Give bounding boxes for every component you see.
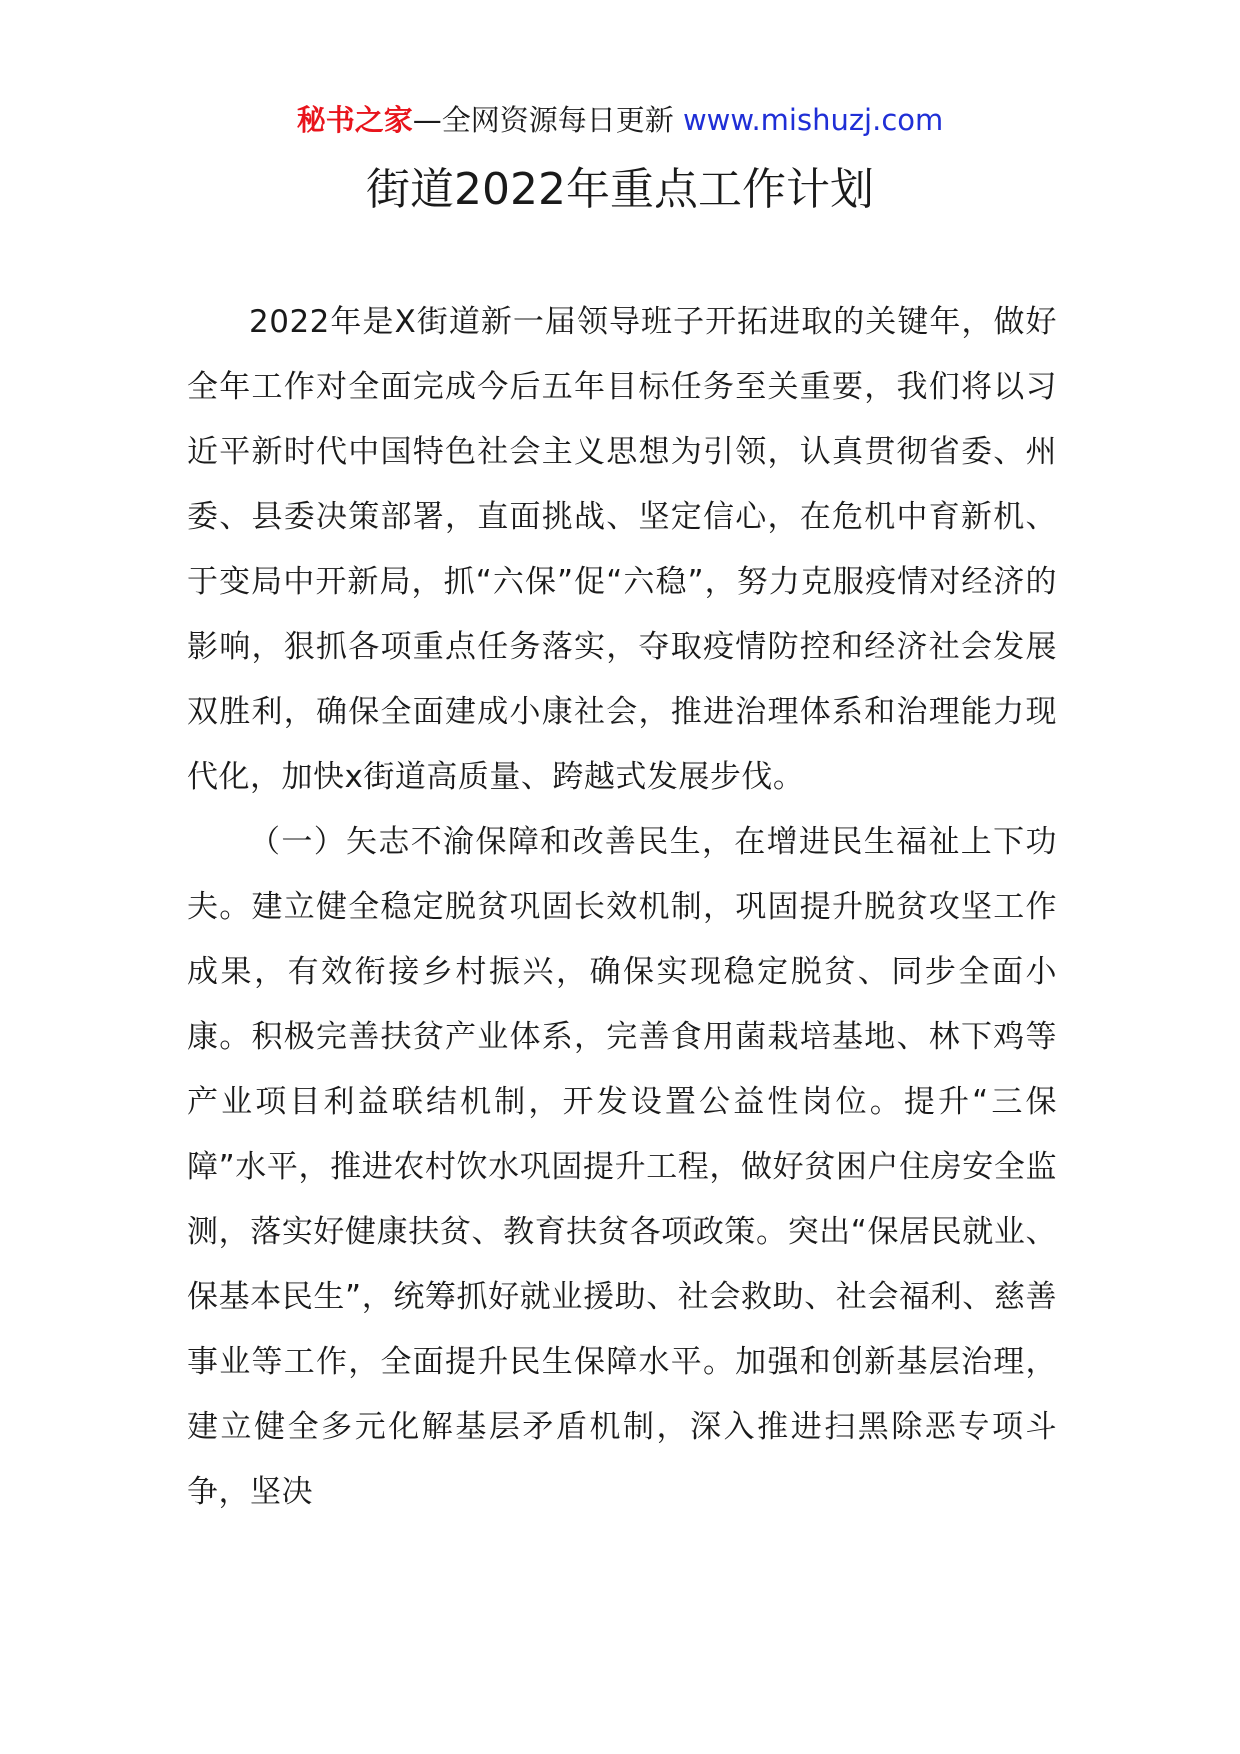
site-header xyxy=(0,100,1240,140)
document-title: 街道2022年重点工作计划 xyxy=(366,164,874,215)
document-body xyxy=(187,290,1057,1525)
paragraph-section-1: （一）矢志不渝保障和改善民生，在增进民生福祉上下功夫。建立健全稳定脱贫巩固长效机制，巩固提升脱贫攻坚工作成果，有效衔接乡村振兴，确保实现稳定脱贫、同步全面小康。积极完善扶贫产业体系，完善食用菌栽培基地、林下鸡等产业项目利益联结机制，开发设置公益性岗位。提升“三保障”水平，推进农村饮水巩固提升工程，做好贫困户住房安全监测，落实好健康扶贫、教育扶贫各项政策。突出“保居民就业、保基本民生”，统筹抓好就业援助、社会救助、社会福利、慈善事业等工作，全面提升民生保障水平。加强和创新基层治理，建立健全多元化解基层矛盾机制，深入推进扫黑除恶专项斗争，坚决 xyxy=(187,824,1057,1510)
brand-name: 秘书之家 xyxy=(296,103,413,137)
paragraph-intro: 2022年是X街道新一届领导班子开拓进取的关键年，做好全年工作对全面完成今后五年目标任务至关重要，我们将以习近平新时代中国特色社会主义思想为引领，认真贯彻省委、州委、县委决策部署，直面挑战、坚定信心，在危机中育新机、于变局中开新局，抓“六保”促“六稳”，努力克服疫情对经济的影响，狠抓各项重点任务落实，夺取疫情防控和经济社会发展双胜利，确保全面建成小康社会，推进治理体系和治理能力现代化，加快x街道高质量、跨越式发展步伐。 xyxy=(187,304,1057,795)
header-tagline: —全网资源每日更新 xyxy=(412,103,674,137)
site-url-link[interactable]: www.mishuzj.com xyxy=(682,103,944,137)
